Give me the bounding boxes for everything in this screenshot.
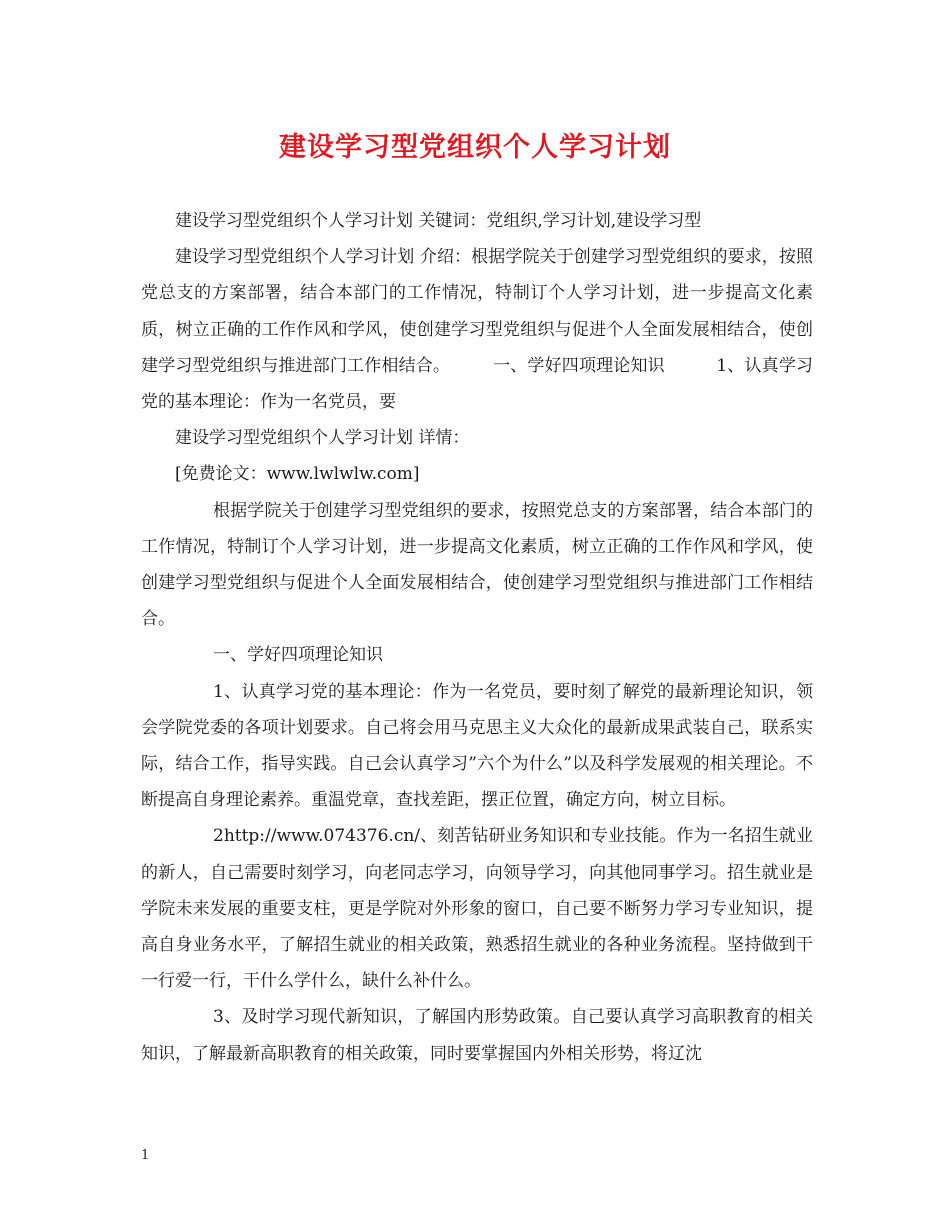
section-heading: 一、学好四项理论知识 (213, 645, 383, 666)
paragraph-opening: 根据学院关于创建学习型党组织的要求，按照党总支的方案部署，结合本部门的工作情况，特制订个人学习计划，进一步提高文化素质，树立正确的工作作风和学风，使创建学习型党组织与促进个人全面发展相结合，使创建学习型党组织与推进部门工作相结合。 (141, 500, 813, 630)
document-body (141, 203, 813, 1072)
details-line: 建设学习型党组织个人学习计划 详情： (175, 428, 470, 449)
intro-paragraph: 建设学习型党组织个人学习计划 介绍：根据学院关于创建学习型党组织的要求，按照党总支的方案部署，结合本部门的工作情况，特制订个人学习计划，进一步提高文化素质，树立正确的工作作风和学风，使创建学习型党组织与促进个人全面发展相结合，使创建学习型党组织与推进部门工作相结合。 一、学好四项理论知识 1、认真学习党的基本理论：作为一名党员，要 (141, 247, 813, 413)
paragraph-item-2: 2http://www.074376.cn/、刻苦钻研业务知识和专业技能。作为一名招生就业的新人，自己需要时刻学习，向老同志学习，向领导学习，向其他同事学习。招生就业是学院未来发展的重要支柱，更是学院对外形象的窗口，自己要不断努力学习专业知识，提高自身业务水平，了解招生就业的相关政策，熟悉招生就业的各种业务流程。坚持做到干一行爱一行，干什么学什么，缺什么补什么。 (141, 826, 813, 992)
keywords-line: 建设学习型党组织个人学习计划 关键词：党组织,学习计划,建设学习型 (175, 211, 702, 231)
paragraph-item-3: 3、及时学习现代新知识，了解国内形势政策。自己要认真学习高职教育的相关知识，了解最新高职教育的相关政策，同时要掌握国内外相关形势，将辽沈 (141, 1007, 813, 1064)
source-line: [免费论文：www.lwlwlw.com] (175, 464, 420, 485)
paragraph-item-1: 1、认真学习党的基本理论：作为一名党员，要时刻了解党的最新理论知识，领会学院党委的各项计划要求。自己将会用马克思主义大众化的最新成果武装自己，联系实际，结合工作，指导实践。自己会认真学习”六个为什么”以及科学发展观的相关理论。不断提高自身理论素养。重温党章，查找差距，摆正位置，确定方向，树立目标。 (141, 681, 813, 811)
page-number: 1 (141, 1148, 150, 1163)
document-title: 建设学习型党组织个人学习计划 (279, 132, 671, 163)
